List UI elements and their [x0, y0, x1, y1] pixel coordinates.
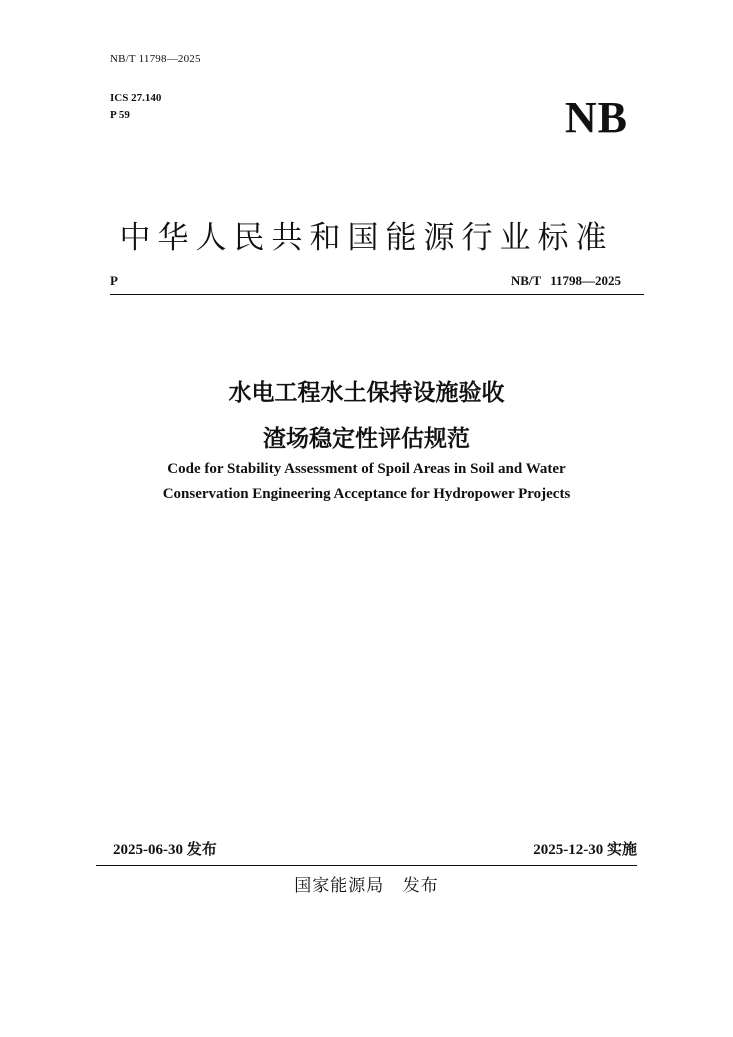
publish-date-value: 2025-06-30: [113, 842, 183, 858]
title-en-line1: Code for Stability Assessment of Spoil Areas in Soil and Water: [167, 461, 566, 477]
standard-number: NB/T 11798—2025: [510, 273, 621, 288]
bottom-divider: [96, 865, 637, 866]
implement-date-value: 2025-12-30: [533, 842, 604, 858]
title-cn-line2: 渣场稳定性评估规范: [263, 426, 470, 452]
publish-label: 发布: [186, 840, 217, 858]
document-code: NB/T 11798—2025: [110, 53, 201, 65]
publish-date: [113, 838, 217, 859]
implement-label: 实施: [606, 840, 637, 858]
ics-number: ICS 27.140: [110, 92, 162, 104]
title-en-line2: Conservation Engineering Acceptance for Hydropower Projects: [162, 486, 571, 502]
issuer: 国家能源局 发布: [294, 876, 439, 896]
nb-logo: NB: [564, 93, 628, 142]
top-divider: [110, 294, 644, 295]
standard-category-title: 中华人民共和国能源行业标准: [119, 220, 614, 256]
title-cn-line1: 水电工程水土保持设施验收: [228, 380, 505, 406]
classification-letter: P: [110, 273, 118, 288]
implement-date: [533, 838, 637, 859]
classification-code: P 59: [110, 109, 130, 121]
